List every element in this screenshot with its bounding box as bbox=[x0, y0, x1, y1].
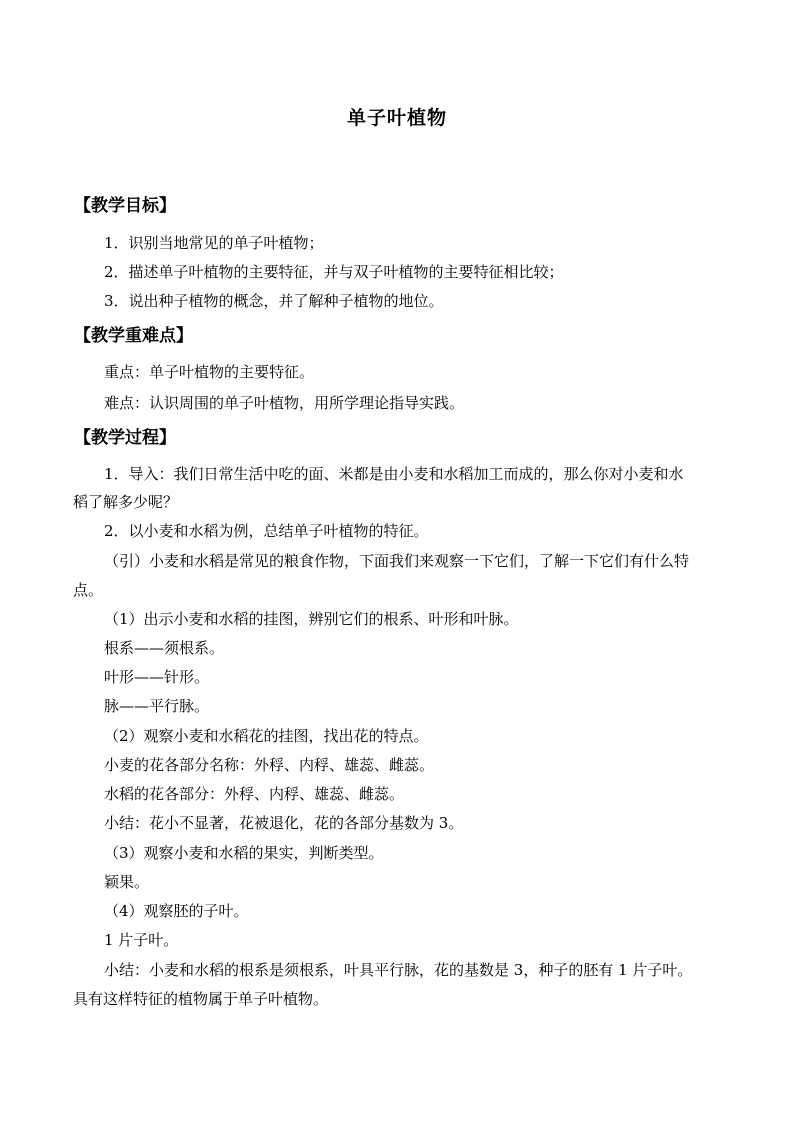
goal-item: 1．识别当地常见的单子叶植物； bbox=[104, 234, 324, 252]
key-point-item: 难点：认识周围的单子叶植物，用所学理论指导实践。 bbox=[104, 394, 465, 412]
process-line: 小麦的花各部分名称：外稃、内稃、雄蕊、雌蕊。 bbox=[104, 756, 435, 774]
key-point-item: 重点：单子叶植物的主要特征。 bbox=[104, 363, 315, 381]
process-line: 根系——须根系。 bbox=[104, 639, 225, 657]
process-line: （3）观察小麦和水稻的果实，判断类型。 bbox=[104, 844, 384, 862]
process-line: 颖果。 bbox=[104, 873, 150, 891]
page-title: 单子叶植物 bbox=[346, 107, 447, 129]
process-line: 稻了解多少呢？ bbox=[73, 493, 179, 511]
process-line: 点。 bbox=[73, 581, 104, 599]
process-line: 具有这样特征的植物属于单子叶植物。 bbox=[73, 990, 329, 1008]
process-line: （4）观察胚的子叶。 bbox=[104, 902, 249, 920]
process-line: 水稻的花各部分：外稃、内稃、雄蕊、雌蕊。 bbox=[104, 785, 405, 803]
process-line: 1．导入：我们日常生活中吃的面、米都是由小麦和水稻加工而成的，那么你对小麦和水 bbox=[104, 465, 684, 483]
goal-item: 2．描述单子叶植物的主要特征，并与双子叶植物的主要特征相比较； bbox=[104, 263, 564, 281]
section-heading-key-points: 【教学重难点】 bbox=[74, 326, 193, 346]
process-line: 小结：小麦和水稻的根系是须根系，叶具平行脉，花的基数是 3，种子的胚有 1 片子叶。 bbox=[104, 961, 693, 979]
goal-item: 3．说出种子植物的概念，并了解种子植物的地位。 bbox=[104, 292, 444, 310]
process-line: （1）出示小麦和水稻的挂图，辨别它们的根系、叶形和叶脉。 bbox=[104, 610, 519, 628]
section-heading-goals: 【教学目标】 bbox=[74, 196, 176, 216]
process-line: 1 片子叶。 bbox=[104, 931, 179, 949]
process-line: 脉——平行脉。 bbox=[104, 697, 210, 715]
process-line: 小结：花小不显著，花被退化，花的各部分基数为 3。 bbox=[104, 814, 464, 832]
section-heading-process: 【教学过程】 bbox=[74, 428, 176, 448]
process-line: 叶形——针形。 bbox=[104, 668, 210, 686]
process-line: 2．以小麦和水稻为例，总结单子叶植物的特征。 bbox=[104, 522, 429, 540]
process-line: （引）小麦和水稻是常见的粮食作物，下面我们来观察一下它们，了解一下它们有什么特 bbox=[104, 552, 690, 570]
process-line: （2）观察小麦和水稻花的挂图，找出花的特点。 bbox=[104, 727, 429, 745]
